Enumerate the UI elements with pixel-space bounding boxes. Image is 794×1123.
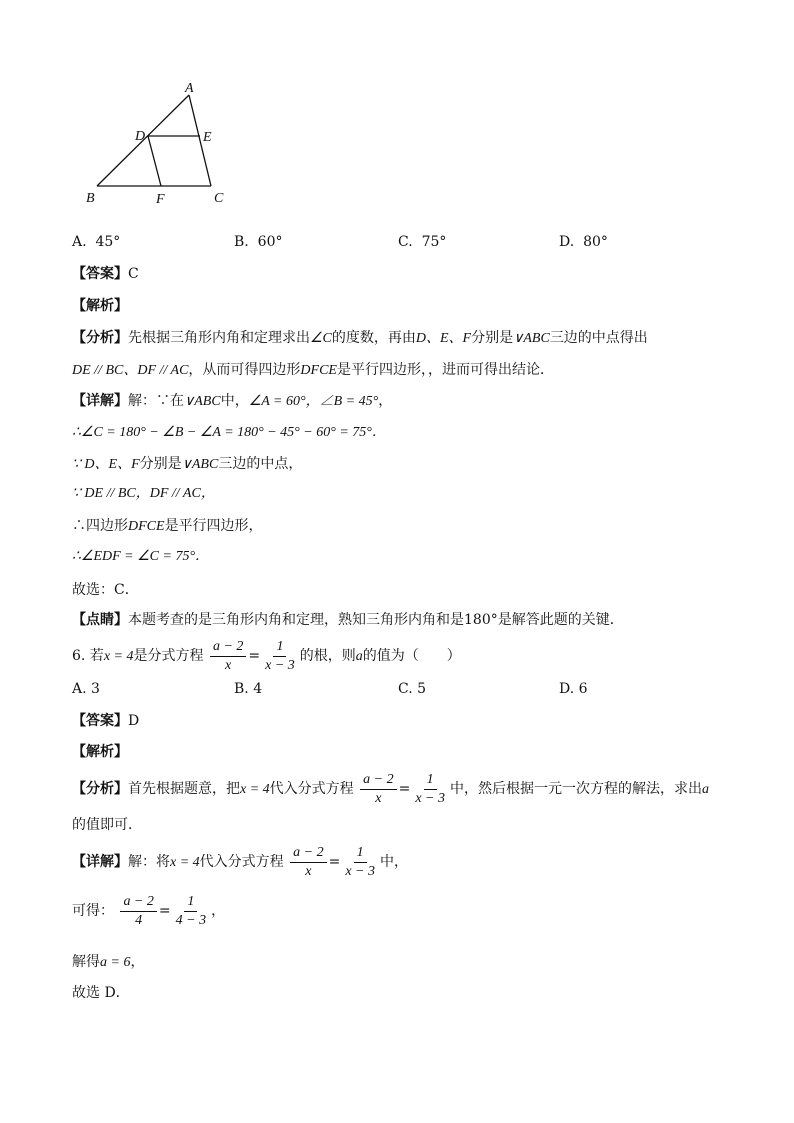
- q6-detail-fraction-2: $\frac{1}{x - 3}$: [345, 844, 375, 879]
- segment-df: [148, 136, 161, 186]
- q5-answer: 【答案】C: [72, 266, 139, 282]
- q6-option-b: B. 4: [234, 681, 263, 697]
- q5-fenxi-line2: DE // BC、DF // AC，从而可得四边形DFCE是平行四边形，，进而可得出结论．: [72, 362, 554, 378]
- q6-fraction-1: $\frac{a - 2}{x}$: [210, 638, 246, 675]
- q6-fenxi-fraction-2: $\frac{1}{x - 3}$: [415, 771, 445, 806]
- q5-option-c: C. 75°: [398, 234, 447, 250]
- label-c: C: [214, 191, 224, 206]
- label-f: F: [156, 192, 165, 207]
- q6-stem: 6. 若x = 4是分式方程 $\frac{a - 2}{x}$ = $\frac{1}{x - 3}$ 的根，则a的值为（ ）: [72, 638, 461, 673]
- q5-analysis-heading: 【解析】: [72, 298, 128, 314]
- label-e: E: [203, 130, 212, 145]
- q6-detail-line4: 故选 D．: [72, 985, 130, 1001]
- q5-detail-line2: ∴∠C = 180° − ∠B − ∠A = 180° − 45° − 60° = 75°．: [72, 425, 386, 440]
- q5-detail-line1: 【详解】解：∵在∨ABC中，∠A = 60°，∠B = 45°，: [72, 393, 393, 409]
- q6-detail-fraction-4: $\frac{1}{4 - 3}$: [175, 893, 207, 928]
- label-b: B: [86, 191, 95, 206]
- q6-detail-line1: 【详解】解：将x = 4代入分式方程 $\frac{a - 2}{x}$ = $\frac{1}{x - 3}$ 中，: [72, 844, 408, 879]
- label-a: A: [185, 81, 194, 96]
- q6-answer: 【答案】D: [72, 713, 140, 729]
- q5-detail-line6: ∴∠EDF = ∠C = 75°．: [72, 549, 210, 564]
- q5-option-d: D. 80°: [559, 234, 608, 250]
- q6-fenxi-fraction-1: $\frac{a - 2}{x}$: [360, 771, 396, 808]
- q5-detail-line4: ∵ DE // BC，DF // AC，: [72, 486, 215, 501]
- label-d: D: [135, 129, 146, 144]
- q5-detail-line3: ∵ D、E、F分别是∨ABC三边的中点，: [72, 456, 303, 472]
- q5-option-a: A. 45°: [72, 234, 121, 250]
- q6-option-d: D. 6: [559, 681, 588, 697]
- q5-detail-line5: ∴四边形DFCE是平行四边形，: [72, 518, 263, 534]
- q6-detail-fraction-3: $\frac{a - 2}{4}$: [120, 893, 156, 930]
- q6-fenxi-line1: 【分析】首先根据题意，把x = 4代入分式方程 $\frac{a - 2}{x}$ = $\frac{1}{x - 3}$ 中，然后根据一元一次方程的解法，求出a: [72, 771, 709, 806]
- q6-detail-line3: 解得a = 6，: [72, 954, 145, 970]
- q6-detail-fraction-1: $\frac{a - 2}{x}$: [290, 844, 326, 881]
- triangle-figure: [80, 78, 240, 213]
- q5-option-b: B. 60°: [234, 234, 283, 250]
- q6-analysis-heading: 【解析】: [72, 744, 128, 760]
- q6-detail-line2: 可得： $\frac{a - 2}{4}$ = $\frac{1}{4 - 3}$ ，: [72, 893, 226, 928]
- q6-option-a: A. 3: [72, 681, 100, 697]
- q5-detail-line7: 故选：C．: [72, 582, 139, 598]
- q6-fenxi-line2: 的值即可．: [72, 817, 142, 833]
- q5-point: 【点睛】本题考查的是三角形内角和定理，熟知三角形内角和是180°是解答此题的关键．: [72, 612, 624, 628]
- q5-fenxi-line1: 【分析】先根据三角形内角和定理求出∠C的度数，再由D、E、F分别是∨ABC三边的中点得出: [72, 330, 648, 346]
- q6-fraction-2: $\frac{1}{x - 3}$: [265, 638, 295, 673]
- q6-option-c: C. 5: [398, 681, 427, 697]
